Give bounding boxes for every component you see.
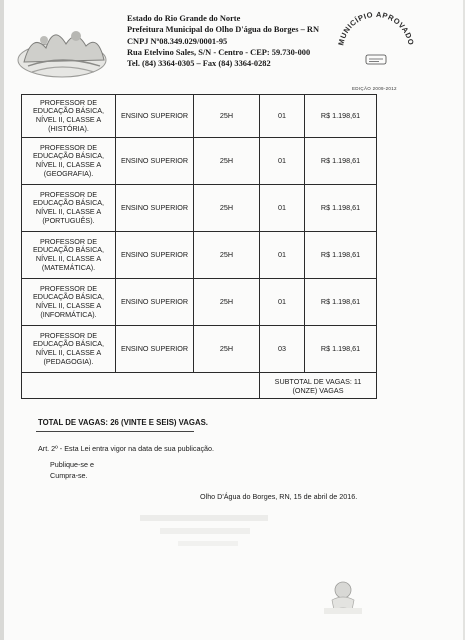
vagas-cell: 01	[260, 232, 305, 279]
escolaridade-cell: ENSINO SUPERIOR	[116, 185, 194, 232]
salario-cell: R$ 1.198,61	[305, 279, 377, 326]
cargo-line: EDUCAÇÃO BÁSICA,	[32, 339, 105, 349]
carga-horaria-cell: 25H	[194, 138, 260, 185]
cargo-line: EDUCAÇÃO BÁSICA,	[32, 198, 105, 208]
seal-text: MUNICÍPIO APROVADO	[336, 9, 416, 47]
cargo-line: (PEDAGOGIA).	[43, 356, 94, 366]
publique-block	[50, 459, 94, 481]
subtotal-cell	[260, 373, 377, 399]
table-row	[22, 279, 377, 326]
salario-cell: R$ 1.198,61	[305, 138, 377, 185]
cargo-line: PROFESSOR DE	[39, 189, 98, 199]
cargo-line: EDUCAÇÃO BÁSICA,	[32, 292, 105, 302]
escolaridade-cell: ENSINO SUPERIOR	[116, 138, 194, 185]
subtotal-row	[22, 373, 377, 399]
article-2: Art. 2º - Esta Lei entra vigor na data de sua publicação.	[38, 444, 215, 453]
cargo-line: EDUCAÇÃO BÁSICA,	[32, 151, 105, 161]
cargo-line: PROFESSOR DE	[39, 236, 98, 246]
cargo-line: EDUCAÇÃO BÁSICA,	[32, 106, 105, 116]
municipal-logo	[14, 18, 114, 80]
cargo-line: (HISTÓRIA).	[48, 123, 89, 133]
page-left-edge	[0, 0, 4, 640]
cargo-line: (MATEMÁTICA).	[41, 262, 96, 272]
subtotal-line: (ONZE) VAGAS	[292, 385, 344, 395]
header-address: Rua Etelvino Sales, S/N - Centro - CEP: 59.730-000	[127, 47, 311, 57]
cargo-line: (GEOGRAFIA).	[43, 168, 94, 178]
carga-horaria-cell: 25H	[194, 185, 260, 232]
cargo-cell	[22, 326, 116, 373]
table-row	[22, 138, 377, 185]
header-cnpj: CNPJ Nº08.349.029/0001-95	[127, 36, 228, 46]
cargo-line: PROFESSOR DE	[39, 283, 98, 293]
escolaridade-cell: ENSINO SUPERIOR	[116, 232, 194, 279]
municipio-aprovado-seal	[333, 8, 419, 74]
svg-text:MUNICÍPIO APROVADO	[336, 10, 415, 46]
salario-cell: R$ 1.198,61	[305, 232, 377, 279]
header-state: Estado do Rio Grande do Norte	[127, 14, 241, 23]
cargo-line: NÍVEL II, CLASSE A	[35, 301, 102, 310]
cargo-line: NÍVEL II, CLASSE A	[35, 160, 102, 169]
faded-stamp	[318, 570, 368, 620]
cargo-line: PROFESSOR DE	[39, 142, 98, 152]
publique-line: Publique-se e	[50, 460, 94, 469]
vagas-cell: 01	[260, 279, 305, 326]
carga-horaria-cell: 25H	[194, 232, 260, 279]
header-phone: Tel. (84) 3364-0305 – Fax (84) 3364-0282	[127, 59, 271, 69]
table-row	[22, 326, 377, 373]
salario-cell: R$ 1.198,61	[305, 185, 377, 232]
vagas-cell: 01	[260, 185, 305, 232]
publique-line: Cumpra-se.	[50, 471, 88, 480]
cargo-cell	[22, 232, 116, 279]
escolaridade-cell: ENSINO SUPERIOR	[116, 279, 194, 326]
cargo-line: NÍVEL II, CLASSE A	[35, 207, 102, 216]
escolaridade-cell: ENSINO SUPERIOR	[116, 326, 194, 373]
escolaridade-cell: ENSINO SUPERIOR	[116, 95, 194, 138]
divider-line	[36, 431, 194, 432]
cargo-cell	[22, 279, 116, 326]
header-prefeitura: Prefeitura Municipal do Olho D'água do Borges – RN	[127, 25, 320, 35]
cargo-cell	[22, 185, 116, 232]
salario-cell: R$ 1.198,61	[305, 95, 377, 138]
edition-mark: EDIÇÃO 2009-2012	[352, 86, 397, 91]
subtotal-spacer	[22, 373, 260, 399]
vacancy-table	[21, 94, 377, 399]
cargo-line: PROFESSOR DE	[39, 330, 98, 340]
carga-horaria-cell: 25H	[194, 95, 260, 138]
cargo-line: NÍVEL II, CLASSE A	[35, 348, 102, 357]
carga-horaria-cell: 25H	[194, 279, 260, 326]
cargo-line: PROFESSOR DE	[39, 97, 98, 107]
carga-horaria-cell: 25H	[194, 326, 260, 373]
subtotal-line: SUBTOTAL DE VAGAS: 11	[274, 376, 362, 386]
cargo-line: (PORTUGUÊS).	[42, 215, 95, 225]
cargo-line: NÍVEL II, CLASSE A	[35, 254, 102, 263]
vagas-cell: 01	[260, 138, 305, 185]
cargo-line: (INFORMÁTICA).	[40, 309, 97, 319]
bleed-through-mark	[140, 515, 268, 521]
vagas-cell: 01	[260, 95, 305, 138]
bleed-through-mark	[160, 528, 250, 534]
cargo-line: EDUCAÇÃO BÁSICA,	[32, 245, 105, 255]
table-row	[22, 95, 377, 138]
place-date: Olho D'Água do Borges, RN, 15 de abril de 2016.	[200, 492, 358, 501]
cargo-line: NÍVEL II, CLASSE A	[35, 115, 102, 124]
table-row	[22, 232, 377, 279]
table-row	[22, 185, 377, 232]
cargo-cell	[22, 95, 116, 138]
salario-cell: R$ 1.198,61	[305, 326, 377, 373]
cargo-cell	[22, 138, 116, 185]
total-vagas: TOTAL DE VAGAS: 26 (VINTE E SEIS) VAGAS.	[38, 418, 208, 427]
bleed-through-mark	[178, 541, 238, 546]
vagas-cell: 03	[260, 326, 305, 373]
